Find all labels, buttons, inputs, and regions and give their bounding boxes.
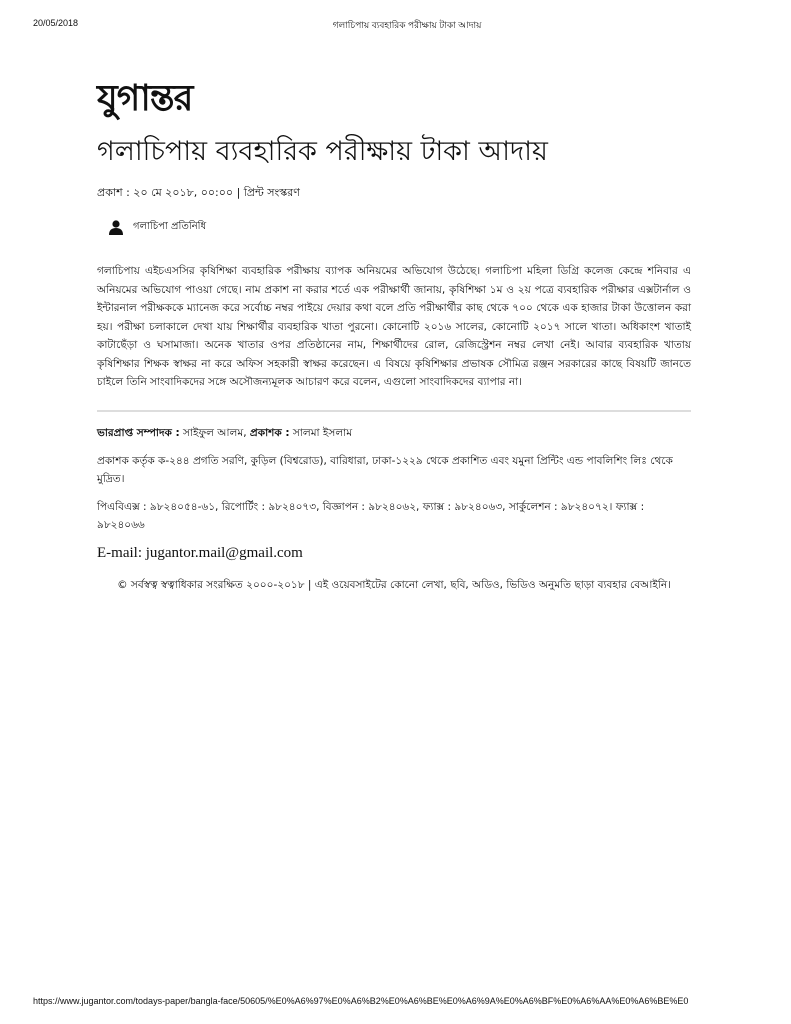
print-footer-url: https://www.jugantor.com/todays-paper/bangla-face/50605/%E0%A6%97%E0%A6%B2%E0%A6%BE%E0%A6%9A%E0%A6%BF%E0%A6%AA%E0%A6%BE%E0 [33,996,689,1006]
print-date: 20/05/2018 [33,18,79,28]
editor-name: সাইফুল আলম, [183,426,247,439]
user-icon [109,220,123,235]
author-byline [97,219,691,236]
publisher-name: সালমা ইসলাম [292,426,353,439]
address: প্রকাশক কর্তৃক ক-২৪৪ প্রগতি সরণি, কুড়িল (বিশ্বরোড), বারিধারা, ঢাকা-১২২৯ থেকে প্রকাশিত এবং যমুনা প্রিন্টিং এন্ড পাবলিশিং লিঃ থেকে মুদ্রিত। [97,454,673,485]
print-page-title: গলাচিপায় ব্যবহারিক পরীক্ষায় টাকা আদায় [332,20,482,30]
publisher-label: প্রকাশক : [249,426,290,439]
author-name: গলাচিপা প্রতিনিধি [133,221,207,232]
copyright: © সর্বস্বত্ব স্বত্বাধিকার সংরক্ষিত ২০০০-২০১৮ | এই ওয়েবসাইটের কোনো লেখা, ছবি, অডিও, ভিডিও অনুমতি ছাড়া ব্যবহার বেআইনি। [117,578,671,591]
edition-label: প্রিন্ট সংস্করণ [243,186,300,199]
article-body: গলাচিপায় এইচএসসির কৃষিশিক্ষা ব্যবহারিক পরীক্ষায় ব্যাপক অনিয়মের অভিযোগ উঠেছে। গলাচিপা মহিলা ডিগ্রি কলেজ কেন্দ্রে শনিবার এ অনিয়মের অভিযোগ পাওয়া গেছে। নাম প্রকাশ না করার শর্তে এক পরীক্ষার্থী জানায়, কৃষিশিক্ষা ১ম ও ২য় পত্রে ব্যবহারিক পরীক্ষার এক্সটার্নাল ও ইন্টারনাল পরীক্ষককে ম্যানেজ করে সর্বোচ্চ নম্বর পাইয়ে দেয়ার কথা বলে প্রতি পরীক্ষার্থীর কাছ থেকে ৭০০ থেকে এক হাজার টাকা উত্তোলন করা হয়। পরীক্ষা চলাকালে দেখা যায় শিক্ষার্থীর ব্যবহারিক খাতা পুরনো। কোনোটি ২০১৬ সালের, কোনোটি ২০১৭ সালে খাতা। অধিকাংশ খাতাই কাটাছেঁড়া ও ঘসামাজা। অনেক খাতার ওপর প্রতিষ্ঠানের নাম, শিক্ষার্থীদের রোল, রেজিস্ট্রেশন নম্বর লেখা নেই। আবার ব্যবহারিক খাতায় কৃষিশিক্ষার শিক্ষক স্বাক্ষর না করে অফিস সহকারী স্বাক্ষর করেছেন। এ বিষয়ে কৃষিশিক্ষার প্রভাষক সৌমিত্র রঞ্জন সরকারের কাছে বিষয়টি জানতে চাইলে তিনি সাংবাদিকদের সঙ্গে অসৌজন্যমূলক আচারণ করে বলেন, এগুলো সাংবাদিকদের ব্যাপার না। [97,265,691,388]
phone-numbers: পিএবিএক্স : ৯৮২৪০৫৪-৬১, রিপোর্টিং : ৯৮২৪০৭৩, বিজ্ঞাপন : ৯৮২৪০৬২, ফ্যাক্স : ৯৮২৪০৬৩, সার্কুলেশন : ৯৮২৪০৭২। ফ্যাক্স : ৯৮২৪০৬৬ [97,500,645,531]
article-headline: গলাচিপায় ব্যবহারিক পরীক্ষায় টাকা আদায় [97,136,548,167]
editor-line [97,424,691,442]
meta-divider: | [236,186,244,199]
site-footer [97,424,691,594]
article-page [97,76,691,594]
published-date: প্রকাশ : ২০ মে ২০১৮, ০০:০০ [97,186,234,199]
email-link[interactable]: E-mail: jugantor.mail@gmail.com [97,544,303,561]
divider [97,410,691,412]
jugantor-logo[interactable]: যুগান্তর [97,77,193,119]
article-meta [97,184,691,203]
editor-label: ভারপ্রাপ্ত সম্পাদক : [97,426,180,439]
